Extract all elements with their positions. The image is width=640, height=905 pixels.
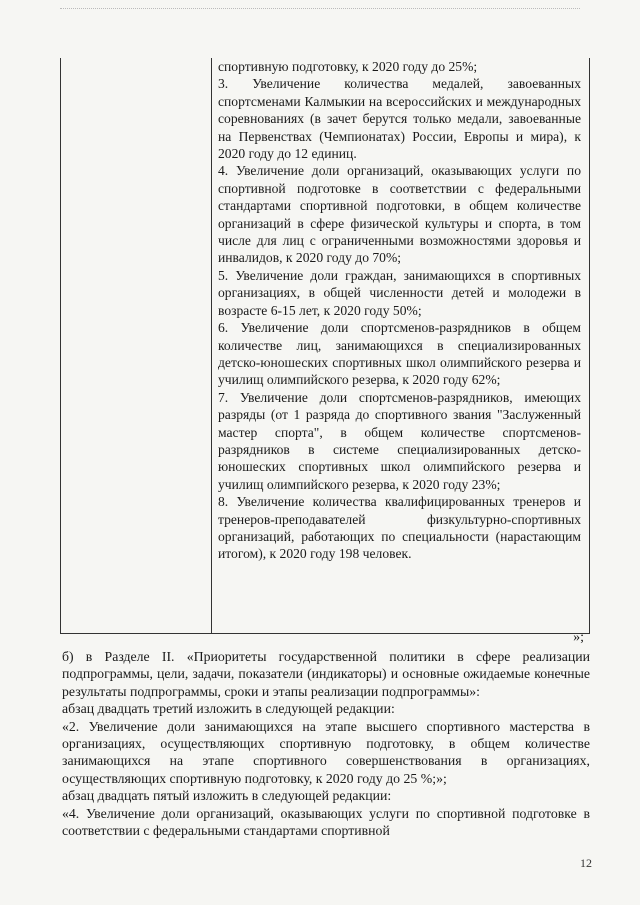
table-cell-indicators — [218, 58, 581, 563]
paragraph: «4. Увеличение доли организаций, оказывающих услуги по спортивной подготовке в соответствии с федеральными стандартами спортивной — [62, 805, 590, 839]
paragraph: абзац двадцать третий изложить в следующей редакции: — [62, 701, 395, 717]
table-continuation — [60, 58, 590, 634]
page-number: 12 — [580, 856, 592, 870]
column-divider — [211, 58, 212, 633]
table-item: 3. Увеличение количества медалей, завоеванных спортсменами Калмыкии на всероссийских и международных соревнованиях (в зачет берутся только медали, завоеванные на Первенствах (Чемпионатах) России, Европы и мира), к 2020 году до 12 единиц. — [218, 76, 581, 162]
table-item: 7. Увеличение доли спортсменов-разрядников, имеющих разряды (от 1 разряда до спортивного звания "Заслуженный мастер спорта", в общем количестве спортсменов-разрядников в системе специализированных детско-юношеских спортивных школ олимпийского резерва и училищ олимпийского резерва, к 2020 году 23%; — [218, 389, 581, 492]
body-text — [62, 648, 590, 839]
table-item: 6. Увеличение доли спортсменов-разрядников в общем количестве лиц, занимающихся в специализированных детско-юношеских спортивных школ олимпийского резерва и училищ олимпийского резерва, к 2020 году 62%; — [218, 320, 581, 388]
table-item: 8. Увеличение количества квалифицированных тренеров и тренеров-преподавателей физкультурно-спортивных организаций, работающих по специальности (нарастающим итогом), к 2020 году 198 человек. — [218, 494, 581, 562]
paragraph: абзац двадцать пятый изложить в следующей редакции: — [62, 788, 392, 804]
paragraph: «2. Увеличение доли занимающихся на этапе высшего спортивного мастерства в организациях, осуществляющих спортивную подготовку, в общем количестве занимающихся на этапе спортивного совершенствования в организациях, осуществляющих спортивную подготовку, к 2020 году до 25 %;»; — [62, 718, 590, 786]
scan-artifact — [60, 8, 580, 13]
table-item: 5. Увеличение доли граждан, занимающихся в спортивных организациях, в общей численности детей и молодежи в возрасте 6-15 лет, к 2020 году 50%; — [218, 267, 581, 318]
table-item: 4. Увеличение доли организаций, оказывающих услуги по спортивной подготовке в соответствии с федеральными стандартами спортивной подготовки, в общем количестве организаций в сфере физической культуры и спорта, в том числе для лиц с ограниченными возможностями здоровья и инвалидов, к 2020 году до 70%; — [218, 163, 581, 266]
table-item: спортивную подготовку, к 2020 году до 25%; — [218, 59, 478, 74]
closing-quote-mark: »; — [573, 630, 584, 645]
paragraph: б) в Разделе II. «Приоритеты государственной политики в сфере реализации подпрограммы, цели, задачи, показатели (индикаторы) и основные ожидаемые конечные результаты подпрограммы, сроки и этапы реализации подпрограммы»: — [62, 649, 590, 699]
